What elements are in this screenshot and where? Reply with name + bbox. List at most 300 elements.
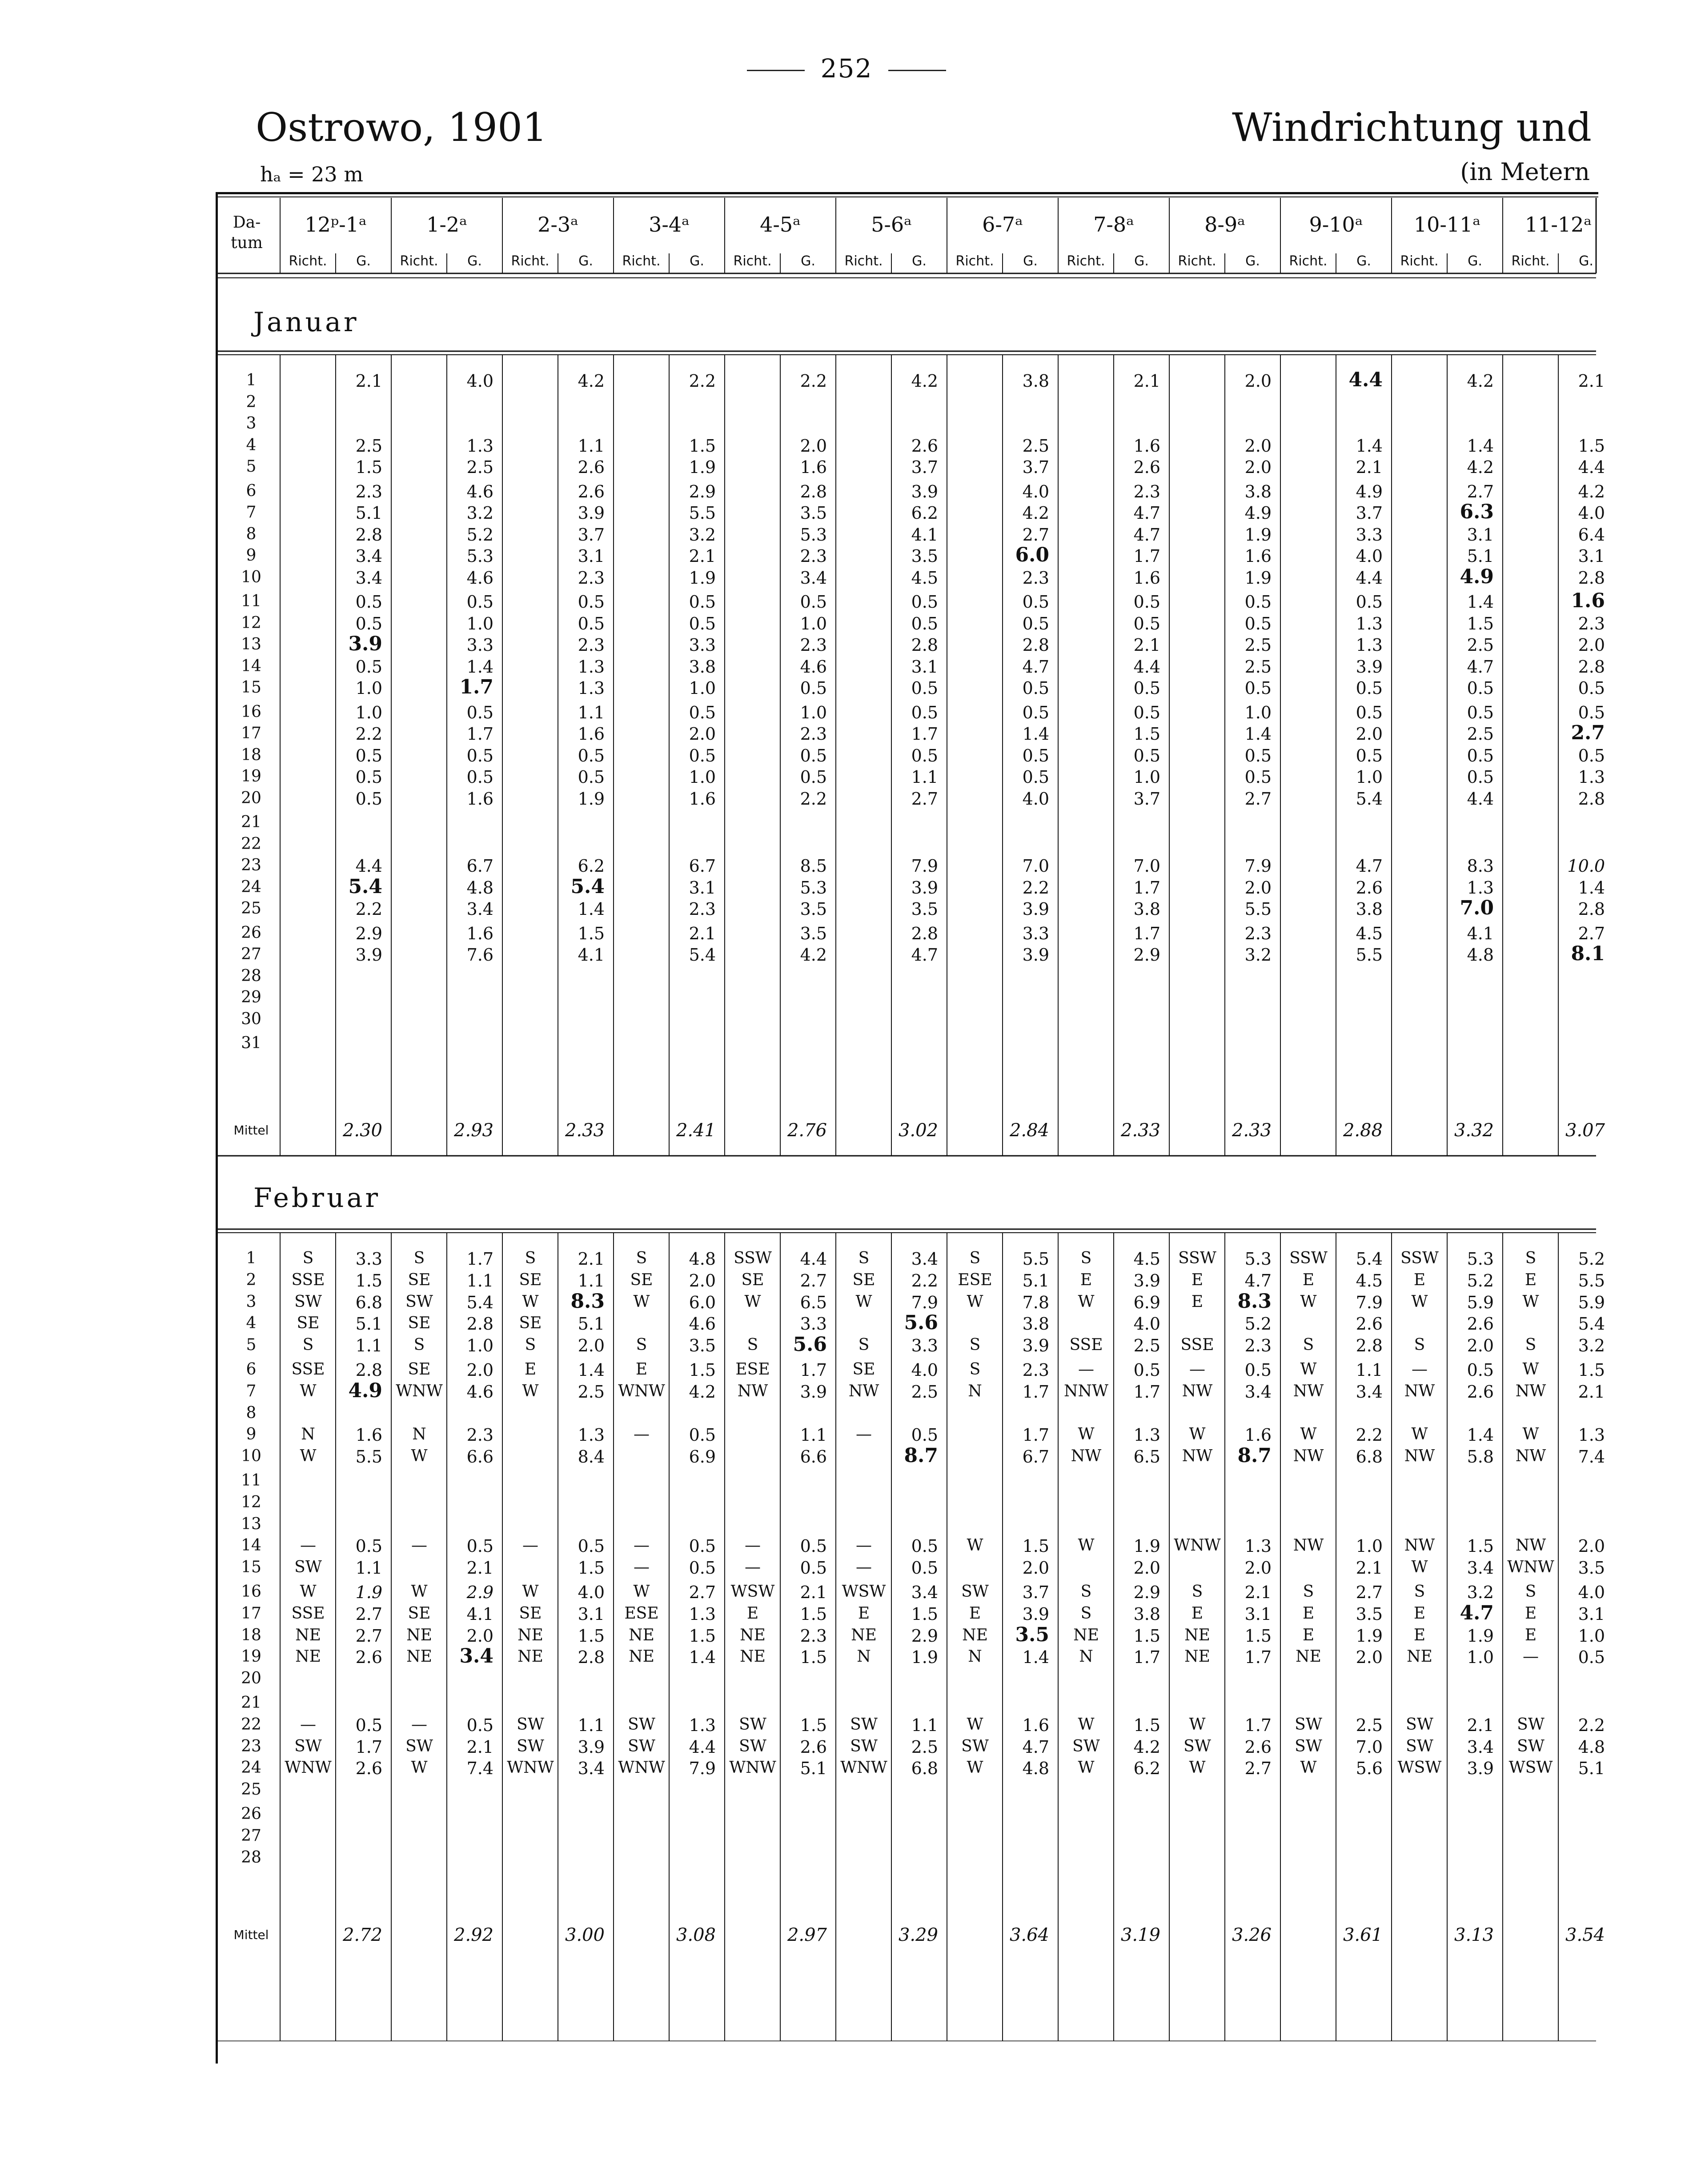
day-label: 19 bbox=[241, 767, 261, 785]
wind-direction: WSW bbox=[1397, 1759, 1442, 1777]
wind-speed: 2.1 bbox=[1578, 1382, 1605, 1402]
wind-speed: 3.4 bbox=[459, 1645, 493, 1668]
wind-speed: 2.6 bbox=[1467, 1382, 1494, 1402]
day-label: 3 bbox=[246, 1292, 257, 1311]
wind-speed: 1.4 bbox=[466, 657, 493, 677]
wind-direction: N bbox=[1079, 1647, 1093, 1666]
wind-direction: NW bbox=[1515, 1382, 1546, 1400]
wind-speed: 2.0 bbox=[1578, 1536, 1605, 1556]
wind-speed: 1.6 bbox=[1244, 546, 1272, 566]
wind-speed: 1.0 bbox=[1133, 767, 1160, 787]
wind-speed: 3.7 bbox=[1022, 1583, 1049, 1602]
wind-direction: — bbox=[522, 1536, 538, 1555]
day-label: 27 bbox=[241, 1826, 261, 1845]
wind-speed: 2.0 bbox=[1244, 878, 1272, 898]
wind-speed: 6.2 bbox=[911, 503, 938, 523]
wind-direction: NNW bbox=[1063, 1382, 1108, 1400]
wind-speed: 4.5 bbox=[1133, 1249, 1160, 1269]
day-label: 2 bbox=[246, 1270, 257, 1289]
wind-speed: 1.0 bbox=[1578, 1626, 1605, 1646]
wind-speed: 0.5 bbox=[1022, 613, 1049, 633]
g-header: G. bbox=[1579, 253, 1593, 269]
wind-direction: W bbox=[744, 1292, 761, 1311]
day-label: 23 bbox=[241, 1737, 261, 1755]
wind-direction: SW bbox=[294, 1292, 322, 1311]
day-label: 22 bbox=[241, 834, 261, 853]
wind-speed: 4.4 bbox=[1467, 789, 1494, 809]
wind-speed: 1.1 bbox=[578, 1270, 605, 1290]
g-header: G. bbox=[1356, 253, 1371, 269]
wind-direction: NW bbox=[737, 1382, 768, 1400]
wind-direction: W bbox=[411, 1447, 428, 1466]
wind-speed: 6.9 bbox=[1133, 1292, 1160, 1312]
wind-speed: 4.0 bbox=[1578, 503, 1605, 523]
wind-speed: 3.9 bbox=[355, 945, 382, 965]
wind-speed: 2.7 bbox=[911, 789, 938, 809]
hour-header: 5-6ᵃ bbox=[871, 212, 912, 236]
wind-speed: 2.8 bbox=[1356, 1336, 1383, 1356]
wind-speed: 4.7 bbox=[1133, 503, 1160, 523]
day-label: 18 bbox=[241, 745, 261, 764]
wind-direction: E bbox=[1302, 1270, 1315, 1289]
wind-speed: 4.0 bbox=[1578, 1583, 1605, 1602]
wind-speed: 5.3 bbox=[466, 546, 493, 566]
g-header: G. bbox=[1023, 253, 1038, 269]
wind-direction: SW bbox=[1295, 1737, 1322, 1755]
wind-speed: 3.4 bbox=[800, 568, 827, 588]
wind-speed: 0.5 bbox=[1467, 1360, 1494, 1380]
day-label: 16 bbox=[241, 702, 261, 721]
wind-direction: S bbox=[969, 1360, 981, 1379]
wind-speed: 1.6 bbox=[466, 923, 493, 943]
wind-speed: 2.1 bbox=[800, 1583, 827, 1602]
wind-speed: 3.9 bbox=[348, 633, 382, 655]
wind-speed: 0.5 bbox=[1356, 678, 1383, 698]
wind-speed: 1.7 bbox=[1133, 1382, 1160, 1402]
wind-speed: 3.9 bbox=[911, 878, 938, 898]
wind-speed: 3.2 bbox=[1467, 1583, 1494, 1602]
wind-direction: W bbox=[1300, 1425, 1317, 1444]
mittel-value: 3.64 bbox=[1009, 1925, 1049, 1945]
wind-speed: 2.6 bbox=[578, 481, 605, 501]
richt-header: Richt. bbox=[1178, 253, 1216, 269]
wind-speed: 1.9 bbox=[1244, 568, 1272, 588]
wind-speed: 2.5 bbox=[1244, 635, 1272, 655]
richt-header: Richt. bbox=[1400, 253, 1439, 269]
day-label: 11 bbox=[241, 1471, 261, 1490]
wind-direction: WSW bbox=[730, 1583, 775, 1601]
wind-speed: 7.9 bbox=[1244, 856, 1272, 876]
wind-speed: 2.8 bbox=[355, 1360, 382, 1380]
wind-speed: 3.3 bbox=[800, 1314, 827, 1334]
wind-speed: 2.3 bbox=[800, 1626, 827, 1646]
wind-speed: 1.6 bbox=[1133, 568, 1160, 588]
wind-speed: 1.5 bbox=[578, 923, 605, 943]
wind-speed: 7.0 bbox=[1133, 856, 1160, 876]
wind-speed: 1.7 bbox=[466, 1249, 493, 1269]
wind-speed: 3.9 bbox=[1022, 1604, 1049, 1624]
wind-speed: 6.8 bbox=[355, 1292, 382, 1312]
wind-speed: 4.6 bbox=[466, 1382, 493, 1402]
wind-speed: 4.7 bbox=[911, 945, 938, 965]
wind-speed: 2.1 bbox=[466, 1737, 493, 1757]
wind-speed: 4.2 bbox=[1022, 503, 1049, 523]
wind-speed: 2.7 bbox=[1356, 1583, 1383, 1602]
wind-speed: 1.1 bbox=[800, 1425, 827, 1445]
wind-direction: W bbox=[1189, 1425, 1206, 1444]
mittel-value: 3.54 bbox=[1565, 1925, 1605, 1945]
wind-speed: 2.3 bbox=[1022, 1360, 1049, 1380]
wind-speed: 5.1 bbox=[800, 1759, 827, 1779]
wind-speed: 5.5 bbox=[1022, 1249, 1049, 1269]
wind-direction: NE bbox=[406, 1626, 432, 1644]
wind-direction: W bbox=[1078, 1425, 1095, 1444]
wind-direction: WSW bbox=[1508, 1759, 1553, 1777]
mittel-value: 3.02 bbox=[898, 1120, 938, 1141]
wind-direction: SW bbox=[517, 1737, 544, 1755]
wind-speed: 1.3 bbox=[1133, 1425, 1160, 1445]
wind-direction: — bbox=[1078, 1360, 1094, 1379]
wind-speed: 3.5 bbox=[1015, 1623, 1049, 1646]
wind-speed: 0.5 bbox=[1578, 745, 1605, 765]
wind-speed: 3.5 bbox=[689, 1336, 716, 1356]
wind-speed: 1.0 bbox=[800, 613, 827, 633]
wind-direction: — bbox=[411, 1536, 427, 1555]
mittel-value: 2.30 bbox=[342, 1120, 382, 1141]
wind-speed: 2.5 bbox=[1467, 635, 1494, 655]
day-label: 6 bbox=[246, 1360, 257, 1379]
wind-direction: S bbox=[1080, 1249, 1092, 1267]
wind-speed: 4.2 bbox=[578, 371, 605, 391]
wind-direction: SW bbox=[850, 1715, 878, 1734]
day-label: 5 bbox=[246, 457, 257, 476]
wind-direction: SSW bbox=[1289, 1249, 1328, 1267]
wind-speed: 1.5 bbox=[689, 1626, 716, 1646]
wind-direction: S bbox=[747, 1336, 758, 1354]
wind-speed: 1.4 bbox=[1467, 592, 1494, 612]
wind-speed: 3.9 bbox=[1022, 1336, 1049, 1356]
day-label: 26 bbox=[241, 923, 261, 942]
mittel-label: Mittel bbox=[233, 1928, 269, 1942]
wind-speed: 0.5 bbox=[578, 767, 605, 787]
mittel-value: 2.33 bbox=[1232, 1120, 1272, 1141]
wind-speed: 2.3 bbox=[1244, 1336, 1272, 1356]
wind-direction: N bbox=[968, 1382, 982, 1400]
wind-direction: — bbox=[634, 1425, 650, 1444]
wind-speed: 0.5 bbox=[689, 1558, 716, 1578]
wind-speed: 3.5 bbox=[1356, 1604, 1383, 1624]
wind-speed: 6.8 bbox=[1356, 1447, 1383, 1467]
wind-speed: 2.9 bbox=[911, 1626, 938, 1646]
hour-header: 4-5ᵃ bbox=[760, 212, 801, 236]
wind-speed: 8.5 bbox=[800, 856, 827, 876]
mittel-value: 3.08 bbox=[676, 1925, 716, 1945]
wind-speed: 5.1 bbox=[355, 1314, 382, 1334]
wind-speed: 0.5 bbox=[689, 745, 716, 765]
wind-speed: 4.1 bbox=[911, 525, 938, 545]
wind-speed: 3.1 bbox=[578, 546, 605, 566]
wind-speed: 1.5 bbox=[355, 457, 382, 477]
page-number: 252 bbox=[0, 53, 1693, 84]
wind-speed: 2.8 bbox=[1022, 635, 1049, 655]
wind-speed: 0.5 bbox=[1467, 702, 1494, 722]
wind-speed: 0.5 bbox=[800, 678, 827, 698]
wind-speed: 8.7 bbox=[904, 1444, 938, 1467]
wind-speed: 2.6 bbox=[800, 1737, 827, 1757]
wind-speed: 6.0 bbox=[1015, 544, 1049, 566]
wind-speed: 2.9 bbox=[466, 1583, 493, 1602]
wind-speed: 5.3 bbox=[1244, 1249, 1272, 1269]
wind-direction: S bbox=[1525, 1249, 1537, 1267]
wind-speed: 1.6 bbox=[1571, 589, 1605, 612]
wind-speed: 1.0 bbox=[800, 702, 827, 722]
wind-direction: WNW bbox=[1174, 1536, 1221, 1555]
wind-speed: 5.4 bbox=[466, 1292, 493, 1312]
wind-direction: ESE bbox=[735, 1360, 770, 1379]
wind-speed: 1.7 bbox=[1133, 878, 1160, 898]
wind-speed: 0.5 bbox=[466, 1715, 493, 1735]
wind-speed: 2.7 bbox=[1467, 481, 1494, 501]
wind-speed: 3.4 bbox=[1467, 1558, 1494, 1578]
day-label: 28 bbox=[241, 1848, 261, 1867]
wind-direction: W bbox=[1078, 1536, 1095, 1555]
wind-direction: S bbox=[413, 1336, 425, 1354]
wind-speed: 1.4 bbox=[689, 1647, 716, 1667]
wind-direction: S bbox=[1525, 1583, 1537, 1601]
wind-speed: 3.2 bbox=[1578, 1336, 1605, 1356]
day-label: 24 bbox=[241, 878, 261, 896]
wind-speed: 1.1 bbox=[911, 1715, 938, 1735]
wind-speed: 0.5 bbox=[1244, 592, 1272, 612]
wind-speed: 0.5 bbox=[911, 592, 938, 612]
day-label: 20 bbox=[241, 789, 261, 807]
wind-direction: N bbox=[412, 1425, 426, 1444]
wind-speed: 3.9 bbox=[800, 1382, 827, 1402]
wind-speed: 0.5 bbox=[1022, 678, 1049, 698]
wind-speed: 1.1 bbox=[1356, 1360, 1383, 1380]
wind-speed: 5.8 bbox=[1467, 1447, 1494, 1467]
wind-speed: 3.9 bbox=[578, 503, 605, 523]
wind-speed: 2.7 bbox=[1571, 721, 1605, 744]
wind-speed: 1.0 bbox=[1244, 702, 1272, 722]
wind-direction: NE bbox=[1184, 1647, 1210, 1666]
wind-speed: 2.2 bbox=[800, 789, 827, 809]
wind-speed: 1.1 bbox=[578, 436, 605, 456]
wind-speed: 3.7 bbox=[1133, 789, 1160, 809]
wind-speed: 1.5 bbox=[800, 1647, 827, 1667]
wind-direction: E bbox=[1191, 1270, 1204, 1289]
richt-header: Richt. bbox=[622, 253, 661, 269]
wind-speed: 4.0 bbox=[466, 371, 493, 391]
wind-speed: 5.3 bbox=[1467, 1249, 1494, 1269]
wind-speed: 4.2 bbox=[1578, 481, 1605, 501]
wind-speed: 5.5 bbox=[1244, 899, 1272, 919]
wind-speed: 2.1 bbox=[1578, 371, 1605, 391]
wind-speed: 2.9 bbox=[689, 481, 716, 501]
wind-speed: 0.5 bbox=[355, 745, 382, 765]
wind-direction: E bbox=[1413, 1604, 1426, 1623]
day-label: 12 bbox=[241, 1493, 261, 1511]
wind-direction: SSW bbox=[1400, 1249, 1439, 1267]
day-label: 15 bbox=[241, 678, 261, 697]
wind-speed: 0.5 bbox=[1244, 1360, 1272, 1380]
richt-header: Richt. bbox=[400, 253, 438, 269]
wind-speed: 6.2 bbox=[1133, 1759, 1160, 1779]
wind-speed: 1.5 bbox=[1467, 613, 1494, 633]
wind-speed: 1.9 bbox=[689, 568, 716, 588]
wind-speed: 4.5 bbox=[1356, 1270, 1383, 1290]
wind-speed: 2.6 bbox=[578, 457, 605, 477]
wind-direction: — bbox=[1189, 1360, 1205, 1379]
richt-header: Richt. bbox=[733, 253, 772, 269]
g-header: G. bbox=[1134, 253, 1149, 269]
wind-direction: W bbox=[522, 1583, 539, 1601]
wind-speed: 4.7 bbox=[1356, 856, 1383, 876]
wind-speed: 2.0 bbox=[1244, 457, 1272, 477]
wind-direction: NW bbox=[848, 1382, 879, 1400]
wind-speed: 3.8 bbox=[689, 657, 716, 677]
wind-direction: SW bbox=[294, 1558, 322, 1577]
wind-speed: 2.0 bbox=[1022, 1558, 1049, 1578]
wind-speed: 2.8 bbox=[1578, 789, 1605, 809]
hour-header: 3-4ᵃ bbox=[649, 212, 690, 236]
wind-speed: 0.5 bbox=[1578, 1647, 1605, 1667]
wind-speed: 1.5 bbox=[1133, 1626, 1160, 1646]
day-label: 9 bbox=[246, 546, 257, 565]
wind-direction: — bbox=[1412, 1360, 1428, 1379]
wind-direction: W bbox=[967, 1536, 983, 1555]
wind-direction: W bbox=[633, 1583, 650, 1601]
wind-speed: 4.2 bbox=[1467, 371, 1494, 391]
wind-direction: — bbox=[300, 1715, 316, 1734]
wind-speed: 1.5 bbox=[1244, 1626, 1272, 1646]
wind-speed: 1.4 bbox=[1244, 724, 1272, 744]
wind-speed: 1.5 bbox=[1022, 1536, 1049, 1556]
wind-speed: 7.0 bbox=[1022, 856, 1049, 876]
wind-direction: SE bbox=[630, 1270, 653, 1289]
wind-speed: 1.3 bbox=[466, 436, 493, 456]
richt-header: Richt. bbox=[1511, 253, 1550, 269]
wind-speed: 4.4 bbox=[689, 1737, 716, 1757]
wind-direction: W bbox=[1411, 1292, 1428, 1311]
wind-speed: 3.8 bbox=[1356, 899, 1383, 919]
wind-speed: 7.9 bbox=[1356, 1292, 1383, 1312]
wind-speed: 2.5 bbox=[1356, 1715, 1383, 1735]
mittel-value: 3.26 bbox=[1232, 1925, 1272, 1945]
g-header: G. bbox=[578, 253, 593, 269]
wind-speed: 3.9 bbox=[1022, 945, 1049, 965]
wind-speed: 3.3 bbox=[911, 1336, 938, 1356]
wind-speed: 5.1 bbox=[1022, 1270, 1049, 1290]
wind-speed: 3.5 bbox=[800, 923, 827, 943]
wind-speed: 3.2 bbox=[689, 525, 716, 545]
wind-direction: N bbox=[968, 1647, 982, 1666]
wind-direction: SW bbox=[405, 1292, 433, 1311]
wind-speed: 2.8 bbox=[911, 635, 938, 655]
wind-direction: E bbox=[635, 1360, 648, 1379]
wind-speed: 2.0 bbox=[1244, 371, 1272, 391]
wind-direction: — bbox=[634, 1536, 650, 1555]
g-header: G. bbox=[1468, 253, 1482, 269]
wind-speed: 4.1 bbox=[578, 945, 605, 965]
wind-speed: 3.4 bbox=[911, 1583, 938, 1602]
wind-speed: 2.3 bbox=[578, 635, 605, 655]
day-label: 25 bbox=[241, 1780, 261, 1799]
wind-speed: 5.5 bbox=[689, 503, 716, 523]
wind-speed: 5.1 bbox=[1467, 546, 1494, 566]
g-header: G. bbox=[690, 253, 704, 269]
wind-speed: 2.2 bbox=[1022, 878, 1049, 898]
wind-direction: N bbox=[301, 1425, 315, 1444]
wind-speed: 6.6 bbox=[800, 1447, 827, 1467]
wind-speed: 0.5 bbox=[1244, 745, 1272, 765]
wind-speed: 1.0 bbox=[1356, 1536, 1383, 1556]
wind-speed: 3.8 bbox=[1133, 899, 1160, 919]
wind-speed: 1.3 bbox=[689, 1715, 716, 1735]
wind-speed: 3.5 bbox=[800, 899, 827, 919]
wind-direction: NE bbox=[851, 1626, 877, 1644]
wind-speed: 2.3 bbox=[355, 481, 382, 501]
wind-speed: 1.7 bbox=[1022, 1425, 1049, 1445]
station-altitude: hₐ = 23 m bbox=[260, 162, 363, 186]
wind-speed: 3.1 bbox=[578, 1604, 605, 1624]
wind-speed: 3.1 bbox=[1578, 546, 1605, 566]
wind-speed: 4.9 bbox=[348, 1379, 382, 1402]
wind-speed: 1.9 bbox=[355, 1583, 382, 1602]
wind-speed: 2.8 bbox=[466, 1314, 493, 1334]
wind-speed: 1.7 bbox=[355, 1737, 382, 1757]
wind-speed: 2.1 bbox=[689, 923, 716, 943]
wind-direction: SW bbox=[850, 1737, 878, 1755]
wind-direction: SE bbox=[852, 1360, 875, 1379]
wind-direction: — bbox=[856, 1558, 872, 1577]
wind-direction: E bbox=[524, 1360, 537, 1379]
wind-direction: NE bbox=[1073, 1626, 1099, 1644]
wind-speed: 5.5 bbox=[1578, 1270, 1605, 1290]
wind-speed: 4.2 bbox=[1133, 1737, 1160, 1757]
wind-direction: S bbox=[1080, 1583, 1092, 1601]
wind-speed: 3.8 bbox=[1022, 1314, 1049, 1334]
wind-direction: W bbox=[522, 1382, 539, 1400]
g-header: G. bbox=[801, 253, 815, 269]
day-label: 3 bbox=[246, 414, 257, 433]
day-label: 7 bbox=[246, 1382, 257, 1400]
wind-speed: 1.3 bbox=[1578, 1425, 1605, 1445]
wind-speed: 1.5 bbox=[911, 1604, 938, 1624]
wind-speed: 4.7 bbox=[1022, 1737, 1049, 1757]
hour-header: 12ᵖ-1ᵃ bbox=[305, 212, 367, 236]
wind-direction: NE bbox=[518, 1626, 543, 1644]
wind-speed: 2.6 bbox=[1244, 1737, 1272, 1757]
mittel-value: 3.07 bbox=[1565, 1120, 1605, 1141]
wind-speed: 4.4 bbox=[1356, 568, 1383, 588]
wind-speed: 3.4 bbox=[355, 568, 382, 588]
wind-speed: 2.6 bbox=[355, 1647, 382, 1667]
wind-speed: 4.8 bbox=[1578, 1737, 1605, 1757]
wind-speed: 1.3 bbox=[578, 657, 605, 677]
wind-speed: 4.8 bbox=[1022, 1759, 1049, 1779]
wind-speed: 3.5 bbox=[800, 503, 827, 523]
wind-speed: 1.5 bbox=[1133, 724, 1160, 744]
wind-speed: 3.4 bbox=[466, 899, 493, 919]
wind-speed: 4.9 bbox=[1244, 503, 1272, 523]
wind-direction: — bbox=[1523, 1647, 1539, 1666]
wind-speed: 2.8 bbox=[1578, 899, 1605, 919]
wind-speed: 4.8 bbox=[689, 1249, 716, 1269]
wind-speed: 2.0 bbox=[800, 436, 827, 456]
wind-direction: S bbox=[1303, 1336, 1314, 1354]
wind-direction: W bbox=[967, 1715, 983, 1734]
